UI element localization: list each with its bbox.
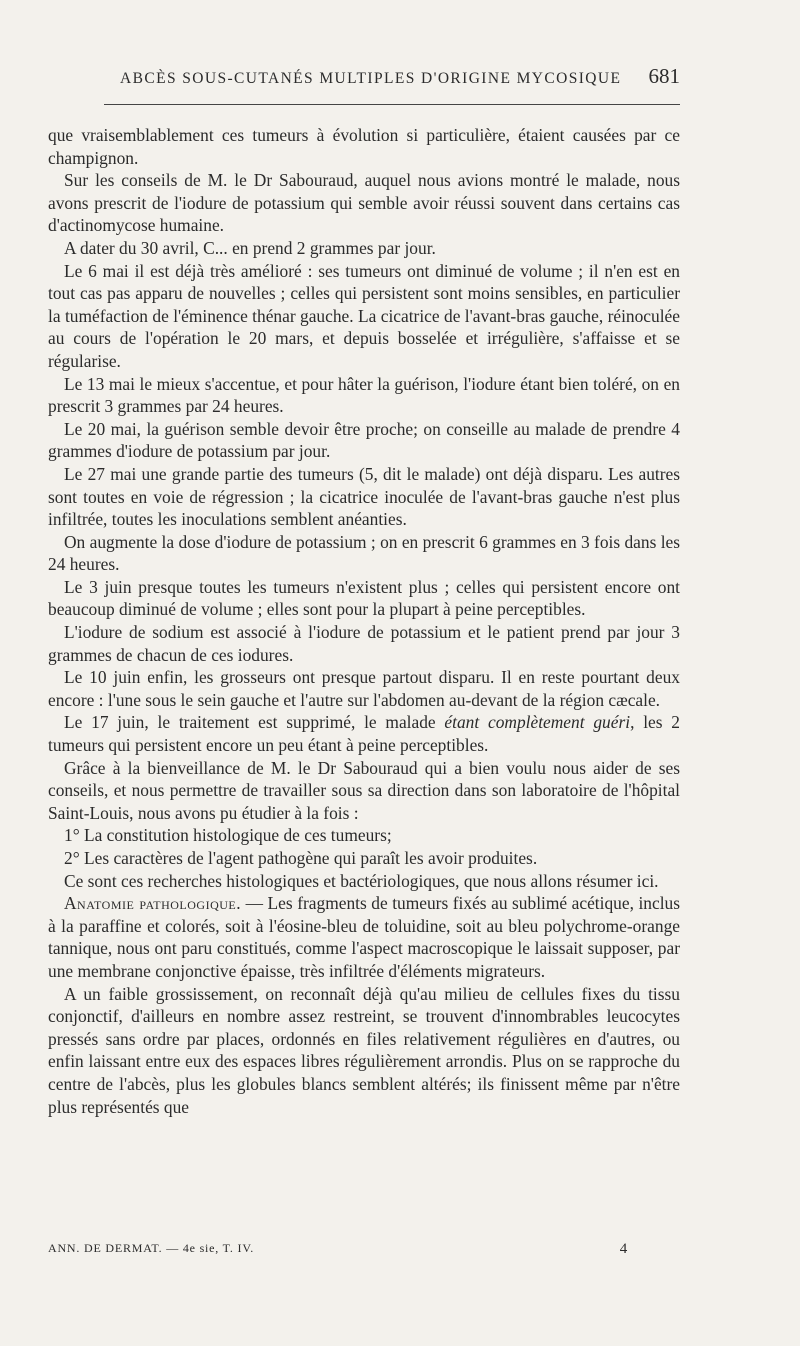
- paragraph-text: Le 6 mai il est déjà très amélioré : ses tumeurs ont diminué de volume ; il n'en est en tout cas pas apparu de nouvelles ; celles qui persistent sont moins sensibles, en particulier la tuméfaction de l'éminence thénar gauche. La cicatrice de l'avant-bras gauche, réinoculée au cours de l'opération le 20 mars, et depuis bosselée et irrégulière, s'affaisse et se régularise.: [48, 260, 680, 371]
- paragraph-text: Le 20 mai, la guérison semble devoir être proche; on conseille au malade de prendre 4 grammes d'iodure de potassium par jour.: [48, 418, 680, 462]
- paragraph: [48, 824, 680, 847]
- running-title: ABCÈS SOUS-CUTANÉS MULTIPLES D'ORIGINE MYCOSIQUE: [120, 70, 622, 87]
- paragraph: [48, 666, 680, 711]
- paragraph-text: A dater du 30 avril, C... en prend 2 grammes par jour.: [64, 237, 436, 258]
- page-number: 681: [648, 64, 680, 88]
- paragraph: [48, 418, 680, 463]
- paragraph-text: A un faible grossissement, on reconnaît déjà qu'au milieu de cellules fixes du tissu conjonctif, d'ailleurs en nombre assez restreint, se trouvent d'innombrables leucocytes pressés sans ordre par places, ordonnés en files relativement régulières en d'autres, ou enfin laissant entre eux des espaces libres régulièrement arrondis. Plus on se rapproche du centre de l'abcès, plus les globules blancs semblent altérés; ils finissent même par n'être plus représentés que: [48, 983, 680, 1117]
- paragraph: [48, 892, 680, 982]
- paragraph: [48, 621, 680, 666]
- paragraph: [48, 463, 680, 531]
- paragraph: [48, 260, 680, 373]
- paragraph-text: Ce sont ces recherches histologiques et bactériologiques, que nous allons résumer ici.: [64, 870, 659, 891]
- paragraph-em: étant complètement guéri: [444, 712, 631, 733]
- paragraph-text: Le 27 mai une grande partie des tumeurs (5, dit le malade) ont déjà disparu. Les autres sont toutes en voie de régression ; la cicatrice inoculée de l'avant-bras gauche n'est plus infiltrée, toutes les inoculations semblent anéanties.: [48, 463, 680, 530]
- paragraph-text: On augmente la dose d'iodure de potassium ; on en prescrit 6 grammes en 3 fois dans les 24 heures.: [48, 531, 681, 575]
- paragraph-text: Le 3 juin presque toutes les tumeurs n'existent plus ; celles qui persistent encore ont beaucoup diminué de volume ; elles sont pour la plupart à peine perceptibles.: [48, 576, 680, 620]
- paragraph: [48, 576, 680, 621]
- paragraph-text: Grâce à la bienveillance de M. le Dr Sabouraud qui a bien voulu nous aider de ses conseils, et nous permettre de travailler sous sa direction dans son laboratoire de l'hôpital Saint-Louis, nous avons pu étudier à la fois :: [48, 757, 680, 823]
- paragraph: [48, 711, 680, 756]
- paragraph-text: Le 10 juin enfin, les grosseurs ont presque partout disparu. Il en reste pourtant deux encore : l'une sous le sein gauche et l'autre sur l'abdomen au-devant de la région cæcale.: [48, 667, 680, 710]
- paragraph: [48, 124, 680, 169]
- paragraph: [48, 757, 680, 825]
- paragraph-sc: Anatomie pathologique.: [64, 893, 242, 914]
- paragraph: [48, 531, 680, 576]
- paragraph-pre: Le 17 juin, le traitement est supprimé, le malade: [64, 712, 445, 733]
- paragraph-post: — Les fragments de tumeurs fixés au sublimé acétique, inclus à la paraffine et colorés, soit à l'éosine-bleu de toluidine, soit au bleu polychrome-orange tannique, nous ont paru constitués, comme l'aspect macroscopique le laissait supposer, par une membrane conjonctive épaisse, très infiltrée d'éléments migrateurs.: [48, 893, 680, 981]
- paragraph-text: 1° La constitution histologique de ces tumeurs;: [64, 825, 392, 846]
- paragraph: [48, 237, 680, 260]
- paragraph-text: Le 13 mai le mieux s'accentue, et pour hâter la guérison, l'iodure étant bien toléré, on en prescrit 3 grammes par 24 heures.: [48, 373, 680, 417]
- running-header: [120, 64, 680, 89]
- paragraph: [48, 847, 680, 870]
- header-rule: [104, 104, 680, 105]
- paragraph-text: 2° Les caractères de l'agent pathogène qui paraît les avoir produites.: [64, 848, 538, 868]
- footer-citation: ANN. DE DERMAT. — 4e sie, T. IV.: [48, 1241, 255, 1255]
- paragraph: [48, 870, 680, 893]
- paragraph-text: que vraisemblablement ces tumeurs à évolution si particulière, étaient causées par ce champignon.: [48, 125, 680, 168]
- page-footer: [48, 1241, 628, 1258]
- body-text: [48, 124, 680, 1118]
- paragraph: [48, 983, 680, 1119]
- paragraph-text: Sur les conseils de M. le Dr Sabouraud, auquel nous avions montré le malade, nous avons prescrit de l'iodure de potassium qui semble avoir réussi souvent dans certains cas d'actinomycose humaine.: [48, 170, 680, 236]
- paragraph-text: L'iodure de sodium est associé à l'iodure de potassium et le patient prend par jour 3 grammes de chacun de ces iodures.: [48, 622, 680, 665]
- signature-mark: 4: [619, 1241, 628, 1257]
- paragraph-post: , les 2 tumeurs qui persistent encore un peu étant à peine perceptibles.: [48, 712, 680, 756]
- paragraph: [48, 169, 680, 237]
- paragraph: [48, 373, 680, 418]
